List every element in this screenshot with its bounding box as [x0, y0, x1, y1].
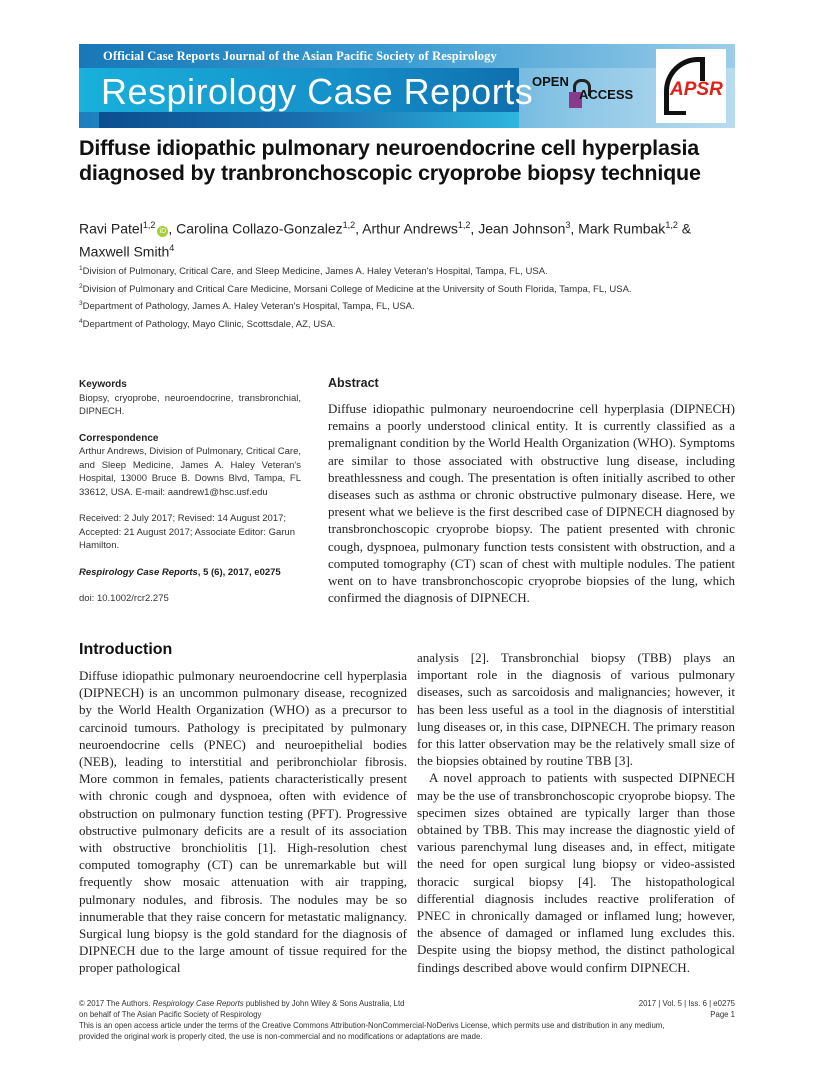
- article-title: Diffuse idiopathic pulmonary neuroendocrine cell hyperplasia diagnosed by tranbronchoscopic cryoprobe biopsy technique: [79, 136, 701, 185]
- abstract-section: [328, 376, 735, 606]
- affiliation-number: 4: [79, 317, 83, 325]
- author-list: Ravi Patel$^{1,2}$iD , Carolina Collazo-Gonzalez$^{1,2}$, Arthur Andrews$^{1,2}$, Jean Johnson$^3$, Mark Rumbak$^{1,2}$ & Maxwell Smith$^4$: [79, 220, 692, 260]
- body-column-left: [79, 667, 407, 977]
- correspondence-heading: Correspondence: [79, 432, 159, 444]
- author-affil-marker: 1,2: [342, 220, 356, 230]
- abstract-heading: Abstract: [328, 376, 379, 390]
- affiliation-item: [79, 262, 739, 280]
- doi-link[interactable]: doi: 10.1002/rcr2.275: [79, 593, 169, 604]
- orcid-icon[interactable]: iD: [157, 226, 168, 237]
- journal-banner: [79, 44, 735, 128]
- journal-name: Respirology Case Reports: [101, 71, 534, 112]
- author-affil-marker: 1,2: [665, 220, 678, 230]
- author-name: Arthur Andrews: [362, 220, 458, 237]
- affiliation-text: Division of Pulmonary, Critical Care, and Sleep Medicine, James A. Haley Veteran's Hospital, Tampa, FL, USA.: [82, 266, 548, 278]
- affiliation-item: [79, 297, 739, 315]
- affiliation-number: 1: [79, 265, 83, 272]
- footer-row: [79, 998, 735, 1009]
- author-affil-marker: 1,2: [142, 220, 156, 230]
- copyright-prefix: © 2017 The Authors.: [79, 999, 153, 1008]
- author-affil-marker: 3: [565, 220, 571, 230]
- citation: [79, 566, 301, 580]
- author-name: Carolina Collazo-Gonzalez: [176, 220, 343, 237]
- citation-journal: Respirology Case Reports: [79, 566, 198, 578]
- affiliations: [79, 262, 739, 333]
- author-affil-marker: 4: [169, 242, 175, 253]
- behalf-line: on behalf of The Asian Pacific Society of Respirology: [79, 1010, 262, 1019]
- society-line: Official Case Reports Journal of the Asian Pacific Society of Respirology: [103, 49, 497, 63]
- author-name: Ravi Patel: [79, 220, 143, 237]
- open-label: OPEN: [532, 74, 569, 89]
- body-paragraph: A novel approach to patients with suspected DIPNECH may be the use of transbronchoscopic cryoprobe biopsy. The specimen sizes obtained are typically larger than those obtained by TBB. This may increase the diagnostic yield of various parenchymal lung diseases and, in effect, mitigate the need for open surgical lung biopsy or video-assisted thoracic surgical biopsy [4]. The histopathological differential diagnosis includes reactive proliferation of PNEC in chronically damaged or inflamed lung; however, the absence of damaged or inflamed lung excludes this. Despite using the biopsy method, the distinct pathological findings described above would confirm DIPNECH.: [417, 770, 735, 975]
- copyright-journal: Respirology Case Reports: [152, 999, 244, 1008]
- page-footer: [79, 998, 735, 1042]
- author-name: Maxwell Smith: [79, 243, 170, 260]
- affiliation-text: Division of Pulmonary and Critical Care Medicine, Morsani College of Medicine at the University of South Florida, Tampa, FL, USA.: [82, 283, 632, 295]
- author-affil-marker: 1,2: [457, 220, 471, 230]
- apsr-logo: [656, 49, 726, 123]
- footer-row: [79, 1009, 735, 1020]
- keywords-text: Biopsy, cryoprobe, neuroendocrine, transbronchial, DIPNECH.: [79, 392, 301, 417]
- article-dates: Received: 2 July 2017; Revised: 14 August 2017; Accepted: 21 August 2017; Associate Editor: Garun Hamilton.: [79, 513, 295, 551]
- affiliation-number: 3: [79, 300, 83, 308]
- author-name: Mark Rumbak: [578, 220, 666, 237]
- affiliation-item: [79, 280, 739, 298]
- abstract-text: Diffuse idiopathic pulmonary neuroendocrine cell hyperplasia (DIPNECH) remains a poorly understood clinical entity. It is currently classified as a premalignant condition by the World Health Organization (WHO). Symptoms are similar to those associated with obstructive lung disease, including breathlessness and cough. The presentation is often initially ascribed to other diseases such as asthma or chronic obstructive pulmonary disease. Here, we present what we believe is the first described case of DIPNECH diagnosed by transbronchoscopic cryoprobe biopsy. The patient presented with chronic cough, dyspnoea, pulmonary function tests consistent with obstruction, and a computed tomography (CT) scan of chest with multiple nodules. The patient went on to have transbronchoscopic cryoprobe biopsies of the lung, which confirmed the diagnosis of DIPNECH.: [328, 401, 735, 606]
- keywords-heading: Keywords: [79, 379, 127, 390]
- body-paragraph: analysis [2]. Transbronchial biopsy (TBB) plays an important role in the diagnosis of various pulmonary diseases, such as sarcoidosis and malignancies; however, it has been less useful as a tool in the diagnosis of interstitial lung diseases or, in this case, DIPNECH. The primary reason for this latter observation may be the relatively small size of the biopsies obtained by routine TBB [3].: [417, 650, 735, 769]
- apsr-arch-bar: [700, 57, 705, 81]
- affiliation-item: [79, 315, 739, 333]
- body-paragraph: Diffuse idiopathic pulmonary neuroendocrine cell hyperplasia (DIPNECH) is an uncommon pulmonary disease, recognized by the World Health Organization (WHO) as a precursor to carcinoid tumours. Pathology is precipitated by pulmonary neuroendocrine cells (PNEC) and neuroepithelial bodies (NEB), leading to interstitial and peribronchiolar fibrosis. More common in females, patients characteristically present with chronic cough and dyspnoea, often with evidence of obstruction on pulmonary function testing (PFT). Progressive obstructive pulmonary deficits are a result of its association with obstructive bronchiolitis [1]. High-resolution chest computed tomography (CT) can be unremarkable but will frequently show mosaic attenuation with air trapping, pulmonary nodules, and fibrosis. The nodules may be so innumerable that they raise concern for metastatic malignancy. Surgical lung biopsy is the gold standard for the diagnosis of DIPNECH due to the large amount of tissue required for the proper pathological: [79, 668, 407, 976]
- article-info-sidebar: [79, 378, 301, 606]
- banner-band-bottom: [99, 112, 519, 128]
- citation-details: , 5 (6), 2017, e0275: [197, 566, 281, 578]
- copyright-line: [79, 998, 404, 1009]
- author-ampersand: &: [681, 220, 692, 237]
- volume-info: 2017 | Vol. 5 | Iss. 6 | e0275: [638, 999, 735, 1008]
- apsr-arch-foot: [664, 111, 686, 115]
- copyright-suffix: published by John Wiley & Sons Australia, Ltd: [243, 999, 405, 1008]
- open-access-logo: [532, 72, 652, 112]
- license-line: This is an open access article under the terms of the Creative Commons Attribution-NonCommercial-NoDerivs License, which permits use and distribution in any medium,: [79, 1021, 665, 1030]
- apsr-logo-text: APSR: [670, 79, 723, 100]
- license-line: provided the original work is properly cited, the use is non-commercial and no modifications or adaptations are made.: [79, 1032, 483, 1041]
- introduction-heading: Introduction: [79, 641, 173, 658]
- affiliation-text: Department of Pathology, Mayo Clinic, Scottsdale, AZ, USA.: [82, 319, 336, 331]
- page-number: Page 1: [710, 1010, 735, 1019]
- author-name: Jean Johnson: [478, 220, 566, 237]
- correspondence-text: Arthur Andrews, Division of Pulmonary, Critical Care, and Sleep Medicine, James A. Haley Veteran's Hospital, 13000 Bruce B. Downs Blvd, Tampa, FL 33612, USA. E-mail: aandrew1@hsc.usf.edu: [79, 446, 301, 498]
- affiliation-number: 2: [79, 282, 83, 290]
- body-column-right: [417, 649, 735, 976]
- access-label: ACCESS: [579, 87, 634, 102]
- affiliation-text: Department of Pathology, James A. Haley Veteran's Hospital, Tampa, FL, USA.: [82, 301, 415, 313]
